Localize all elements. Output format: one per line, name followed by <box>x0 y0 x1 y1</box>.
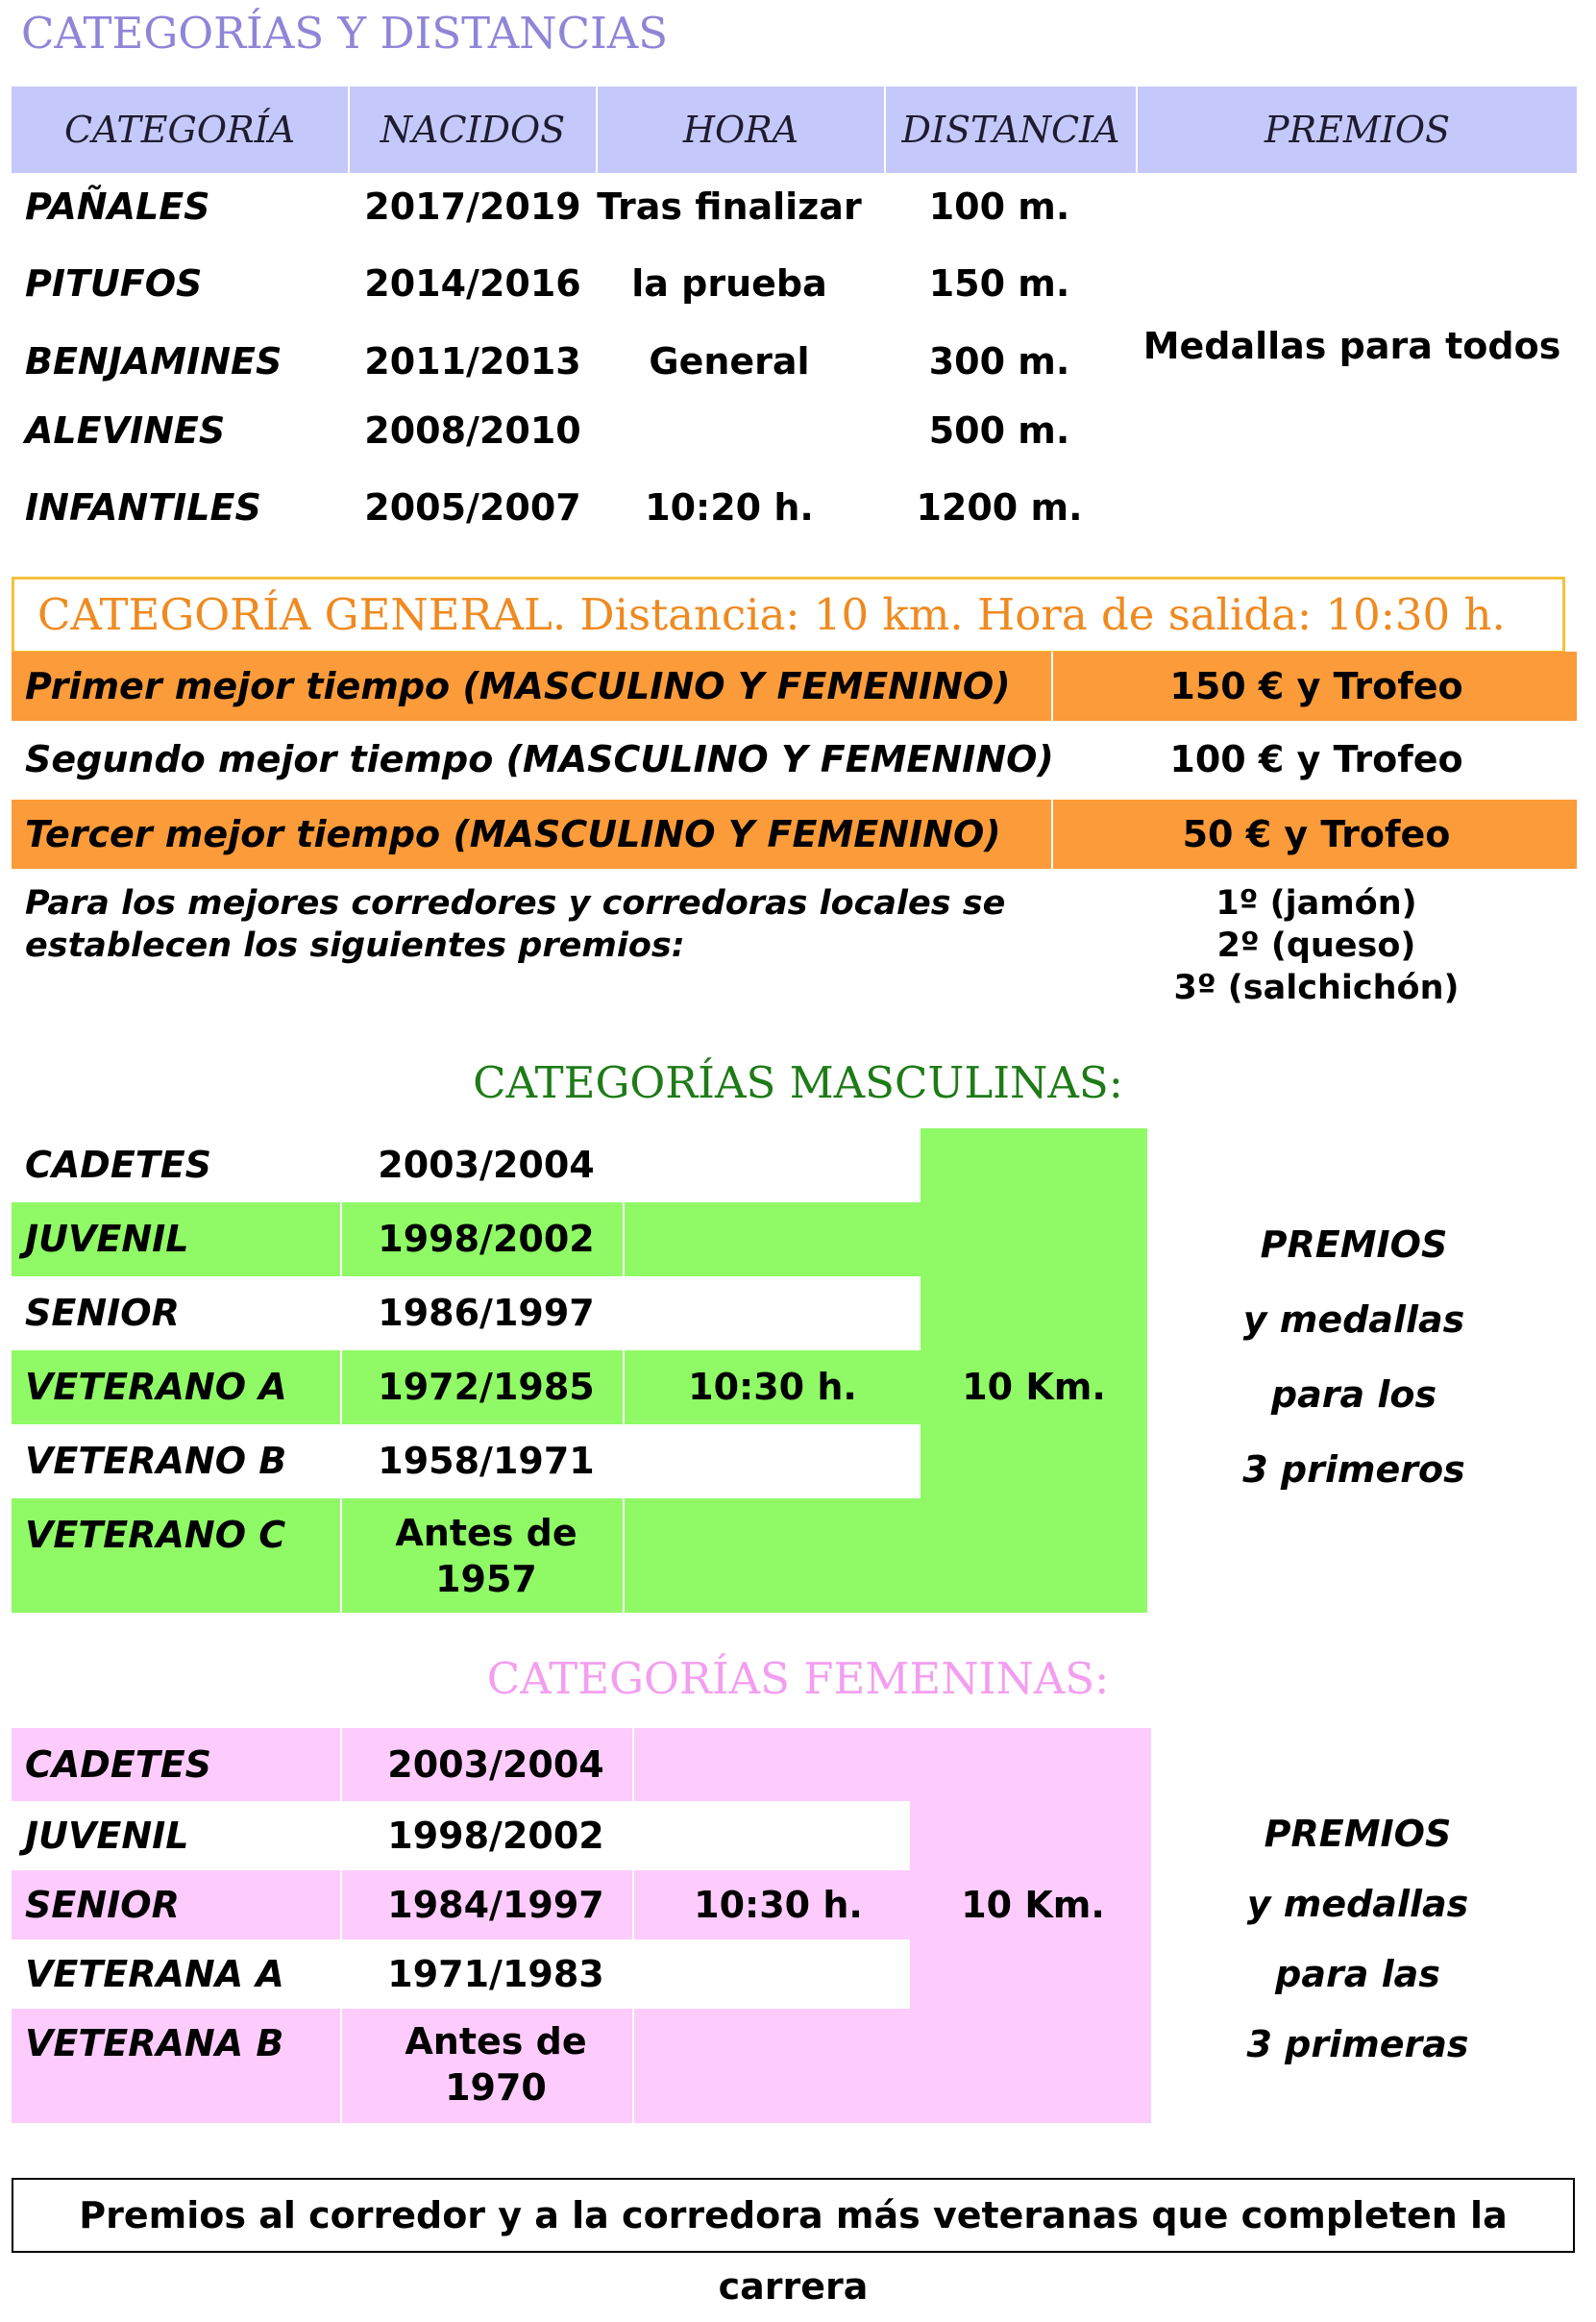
female-born: 1998/2002 <box>387 1815 604 1857</box>
row-distance: 300 m. <box>928 340 1070 383</box>
row-distance: 150 m. <box>928 262 1070 305</box>
male-prizes: PREMIOS y medallas para los 3 primeros <box>1242 1223 1465 1491</box>
female-categories-title: CATEGORÍAS FEMENINAS: <box>486 1653 1110 1704</box>
row-born: 2008/2010 <box>364 409 581 452</box>
local-prizes-line: Para los mejores corredores y corredoras locales se <box>25 884 1006 923</box>
prize-row <box>12 725 1577 794</box>
prize-label: Tercer mejor tiempo (MASCULINO Y FEMENINO) <box>25 813 1001 855</box>
row-time: 10:20 h. <box>645 486 814 529</box>
female-row <box>12 1870 921 1939</box>
row-category: ALEVINES <box>25 409 226 452</box>
prize-row <box>12 800 1577 869</box>
male-category: SENIOR <box>25 1292 180 1334</box>
female-category: VETERANA A <box>25 1953 284 1995</box>
local-prizes-list <box>1057 882 1576 1009</box>
header-nacidos: NACIDOS <box>380 109 566 151</box>
female-category: JUVENIL <box>25 1815 189 1857</box>
row-category: PAÑALES <box>25 185 210 228</box>
female-born: Antes de 1970 <box>405 2020 587 2109</box>
general-category-title: CATEGORÍA GENERAL. Distancia: 10 km. Hora de salida: 10:30 h. <box>37 589 1506 640</box>
male-category: JUVENIL <box>25 1218 189 1260</box>
female-row <box>12 1939 921 2009</box>
row-distance: 500 m. <box>928 409 1070 452</box>
male-row <box>12 1276 921 1350</box>
row-born: 2011/2013 <box>364 340 581 383</box>
header-distancia: DISTANCIA <box>901 109 1120 151</box>
premios-medallas: Medallas para todos <box>1142 325 1561 367</box>
page-title: CATEGORÍAS Y DISTANCIAS <box>21 8 669 59</box>
female-born: 1984/1997 <box>387 1884 604 1926</box>
female-born: 1971/1983 <box>387 1953 604 1995</box>
prize-value: 50 € y Trofeo <box>1182 813 1451 855</box>
row-category: INFANTILES <box>25 486 261 529</box>
female-row <box>12 1728 921 1801</box>
row-born: 2017/2019 <box>364 185 581 228</box>
categories-table-header <box>12 86 1577 173</box>
row-distance: 100 m. <box>928 185 1070 228</box>
female-category: SENIOR <box>25 1884 180 1926</box>
local-prizes-line: establecen los siguientes premios: <box>25 926 685 965</box>
male-row <box>12 1202 921 1276</box>
male-row <box>12 1350 921 1424</box>
female-distance: 10 Km. <box>961 1884 1105 1926</box>
male-categories-title: CATEGORÍAS MASCULINAS: <box>473 1057 1123 1108</box>
male-distance: 10 Km. <box>962 1366 1106 1408</box>
local-prize-item: 3º (salchichón) <box>1173 969 1460 1007</box>
male-born: 1986/1997 <box>378 1292 595 1334</box>
male-row <box>12 1498 921 1613</box>
female-category: VETERANA B <box>25 2022 284 2064</box>
prize-label: Segundo mejor tiempo (MASCULINO Y FEMENINO) <box>25 738 1054 780</box>
male-born: 2003/2004 <box>378 1144 595 1186</box>
local-prize-item: 2º (queso) <box>1216 926 1416 965</box>
female-born: 2003/2004 <box>387 1743 604 1786</box>
female-time: 10:30 h. <box>694 1884 863 1926</box>
female-row <box>12 2009 921 2123</box>
male-born: 1958/1971 <box>378 1440 595 1482</box>
header-categoria: CATEGORÍA <box>63 109 296 151</box>
general-category-banner <box>12 577 1565 654</box>
male-born: 1972/1985 <box>378 1366 595 1408</box>
header-premios: PREMIOS <box>1264 109 1451 151</box>
male-category: VETERANO C <box>25 1514 286 1556</box>
local-prizes-text <box>25 882 1005 967</box>
row-category: BENJAMINES <box>25 340 282 383</box>
male-category: VETERANO B <box>25 1440 287 1482</box>
categories-table-body <box>0 173 1596 557</box>
female-prizes: PREMIOS y medallas para las 3 primeras <box>1246 1813 1469 2065</box>
row-born: 2005/2007 <box>364 486 581 529</box>
prize-value: 150 € y Trofeo <box>1169 665 1463 707</box>
row-time: Tras finalizar <box>597 185 862 228</box>
row-time: General <box>649 340 810 383</box>
row-time: la prueba <box>631 262 827 305</box>
male-category: VETERANO A <box>25 1366 287 1408</box>
veteran-prize-note <box>12 2178 1575 2308</box>
row-born: 2014/2016 <box>364 262 581 305</box>
row-distance: 1200 m. <box>916 486 1083 529</box>
prize-row <box>12 652 1577 721</box>
male-time: 10:30 h. <box>688 1366 857 1408</box>
female-category: CADETES <box>25 1743 212 1786</box>
header-hora: HORA <box>682 109 799 151</box>
prize-label: Primer mejor tiempo (MASCULINO Y FEMENINO) <box>25 665 1011 707</box>
prize-value: 100 € y Trofeo <box>1169 738 1463 780</box>
local-prize-item: 1º (jamón) <box>1215 884 1417 923</box>
male-born: Antes de 1957 <box>395 1512 577 1600</box>
male-born: 1998/2002 <box>378 1218 595 1260</box>
row-category: PITUFOS <box>25 262 203 305</box>
female-row <box>12 1801 921 1870</box>
footer-text: Premios al corredor y a la corredora más veteranas que completen la carrera <box>79 2194 1508 2308</box>
male-row <box>12 1128 921 1202</box>
male-category: CADETES <box>25 1144 212 1186</box>
male-row <box>12 1424 921 1498</box>
